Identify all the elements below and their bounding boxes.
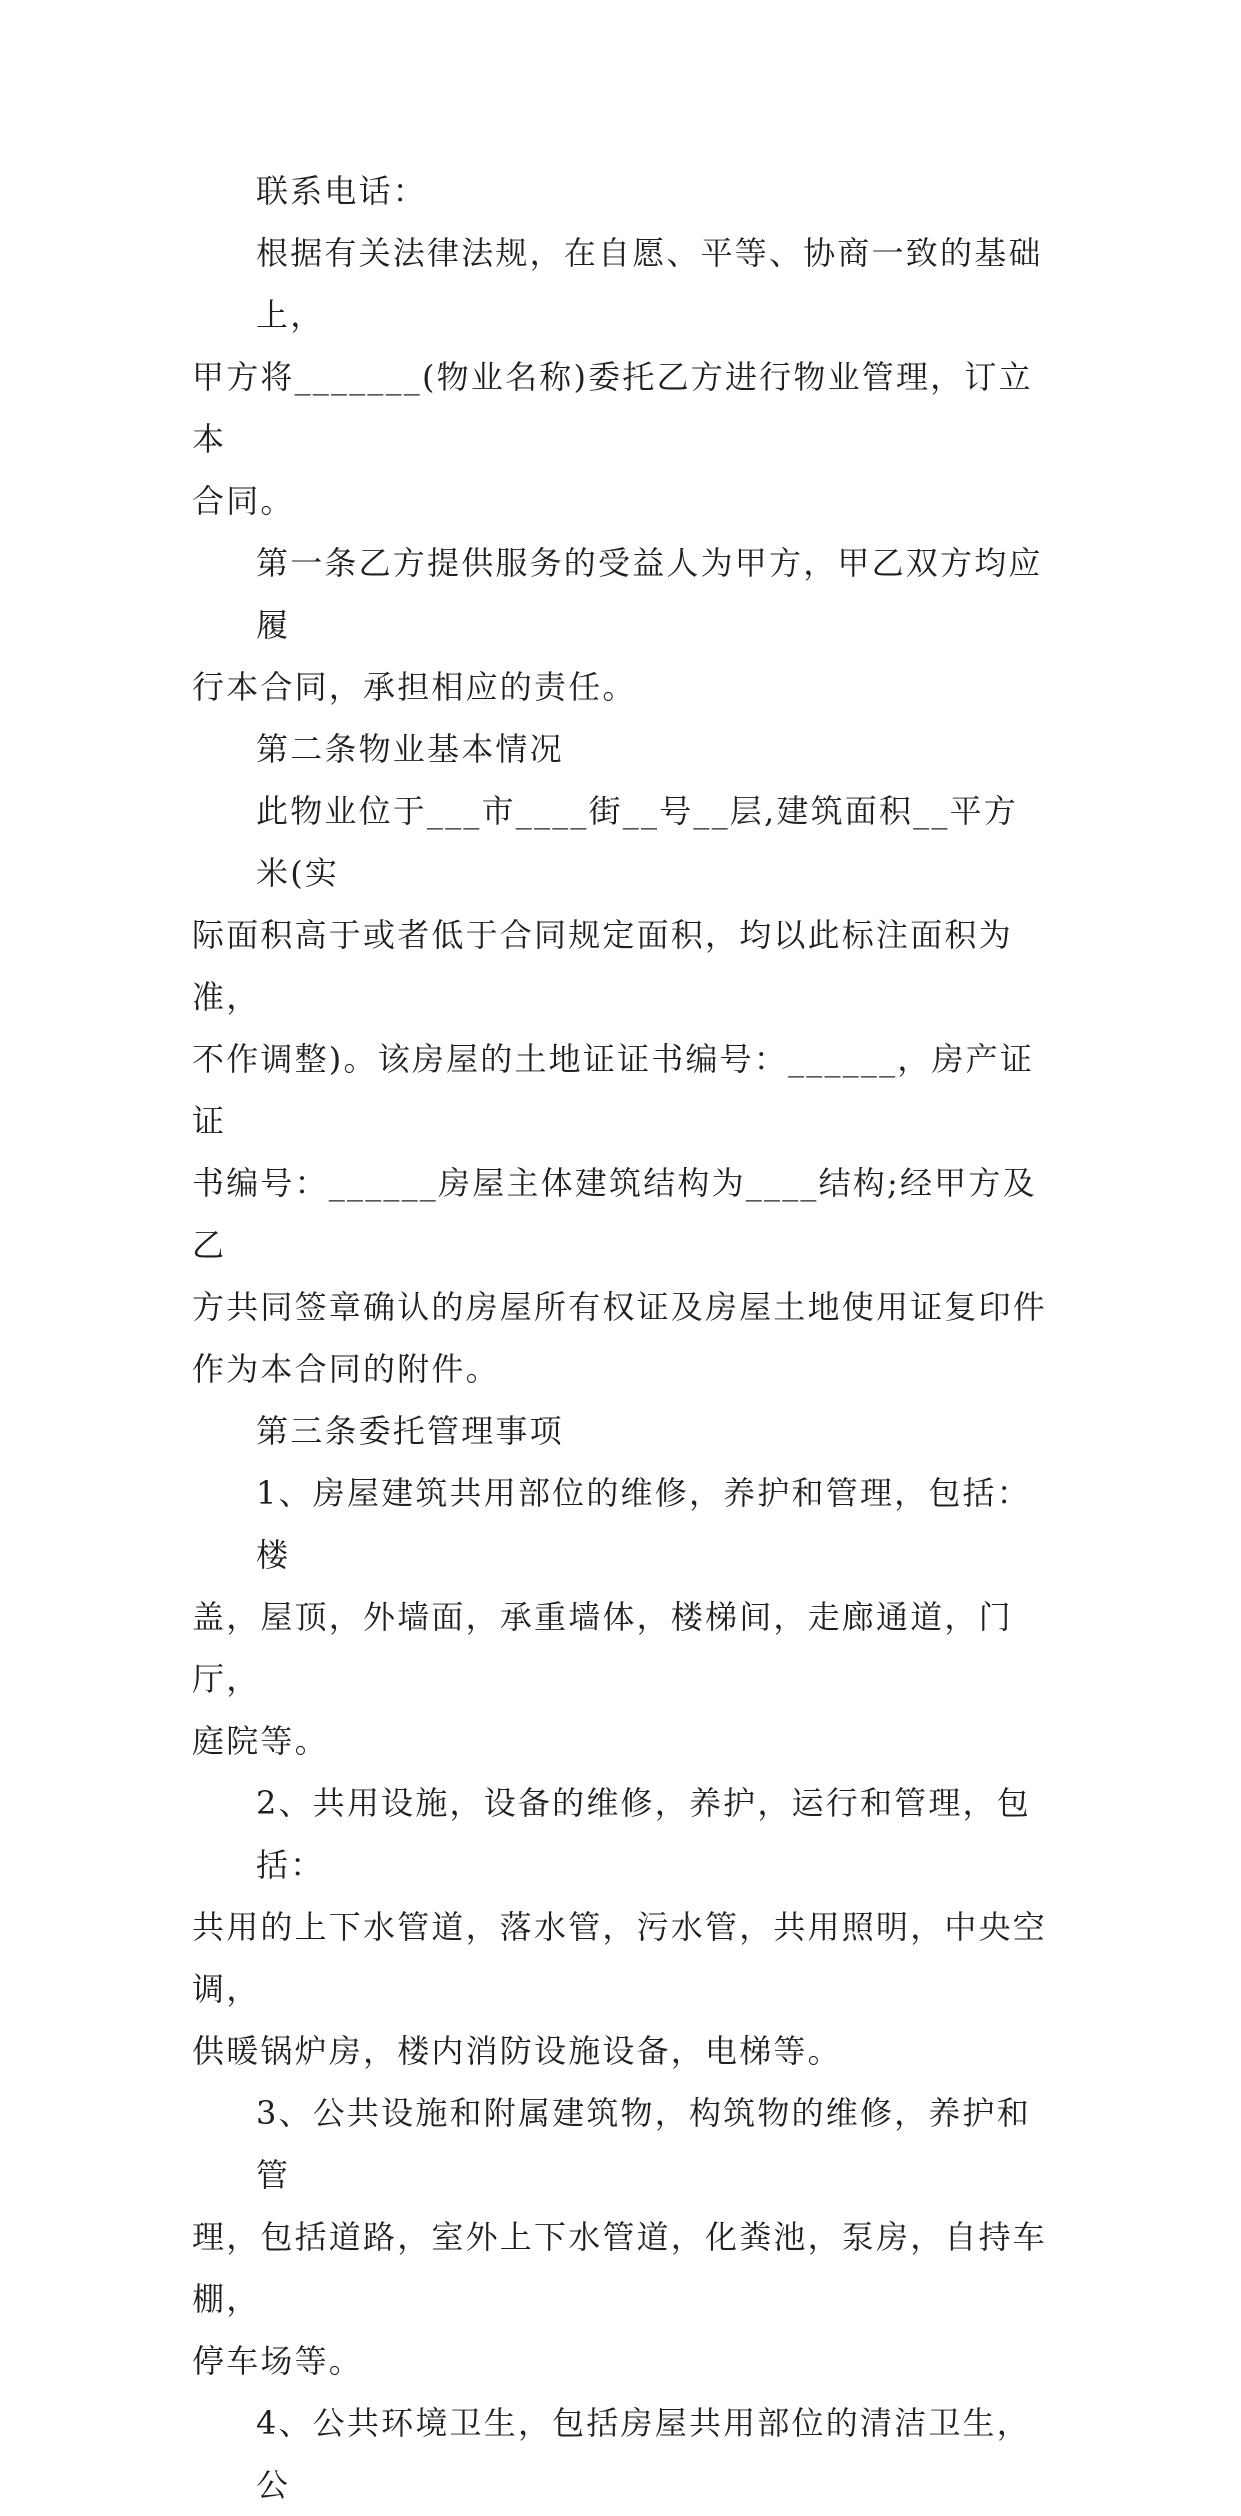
text-line: 3、公共设施和附属建筑物，构筑物的维修，养护和管 [256,2094,1031,2194]
text-line: 此物业位于___市____街__号__层,建筑面积__平方米(实 [256,792,1018,892]
paragraph-item3 [192,2082,1052,2392]
text-line: 第一条乙方提供服务的受益人为甲方，甲乙双方均应履 [256,544,1043,644]
text-line: 庭院等。 [192,1722,329,1760]
text-line: 盖，屋顶，外墙面，承重墙体，楼梯间，走廊通道，门厅， [192,1598,1013,1698]
paragraph-art2-body [192,780,1052,1400]
paragraph-art1 [192,532,1052,718]
text-line: 甲方将_______(物业名称)委托乙方进行物业管理，订立本 [192,358,1033,458]
document-body [192,160,1052,2516]
text-line: 合同。 [192,482,295,520]
text-line: 作为本合同的附件。 [192,1350,500,1388]
text-line: 联系电话： [256,172,428,210]
text-line: 1、房屋建筑共用部位的维修，养护和管理，包括：楼 [256,1474,1031,1574]
text-line: 根据有关法律法规，在自愿、平等、协商一致的基础上， [256,234,1043,334]
paragraph-item4 [192,2392,1052,2516]
paragraph-art2-title [192,718,1052,780]
text-line: 方共同签章确认的房屋所有权证及房屋土地使用证复印件 [192,1288,1048,1326]
text-line: 供暖锅炉房，楼内消防设施设备，电梯等。 [192,2032,842,2070]
paragraph-item2 [192,1772,1052,2082]
text-line: 2、共用设施，设备的维修，养护，运行和管理，包括： [256,1784,1031,1884]
text-line: 不作调整)。该房屋的土地证证书编号：______，房产证证 [192,1040,1035,1140]
paragraph-intro [192,222,1052,532]
text-line: 书编号：______房屋主体建筑结构为____结构;经甲方及乙 [192,1164,1037,1264]
text-line: 第三条委托管理事项 [256,1412,564,1450]
paragraph-contact [192,160,1052,222]
text-line: 停车场等。 [192,2342,364,2380]
text-line: 第二条物业基本情况 [256,730,564,768]
text-line: 4、公共环境卫生，包括房屋共用部位的清洁卫生，公 [256,2404,1031,2504]
text-line: 际面积高于或者低于合同规定面积，均以此标注面积为准， [192,916,1013,1016]
paragraph-art3-title [192,1400,1052,1462]
text-line: 行本合同，承担相应的责任。 [192,668,637,706]
text-line: 理，包括道路，室外上下水管道，化粪池，泵房，自持车棚， [192,2218,1048,2318]
text-line: 共用的上下水管道，落水管，污水管，共用照明，中央空调， [192,1908,1048,2008]
paragraph-item1 [192,1462,1052,1772]
